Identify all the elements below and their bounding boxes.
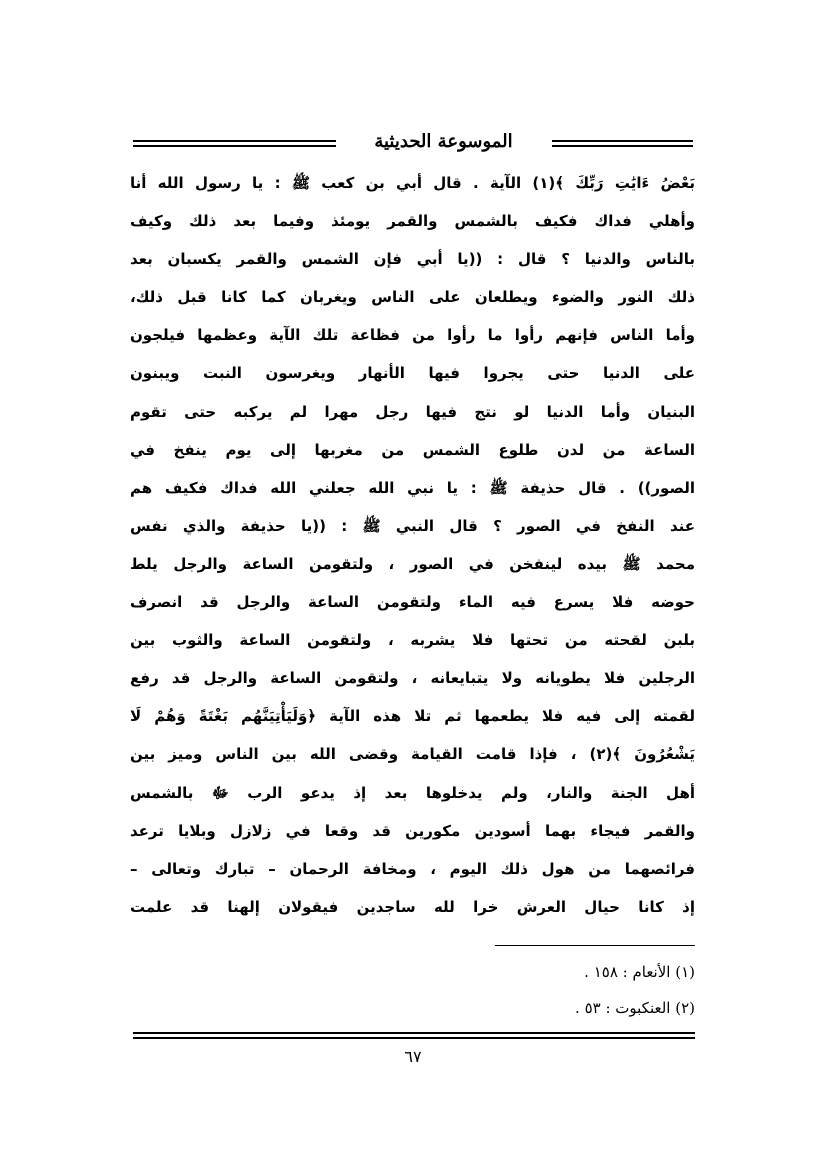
footnote: (٢) العنكبوت : ٥٣ . [575, 999, 695, 1017]
body-text [130, 164, 695, 926]
text-line: بالناس والدنيا ؟ قال : ((يا أبي فإن الشمس والقمر يكسبان بعد [130, 250, 695, 269]
header-rule [133, 140, 336, 142]
text-line: الساعة من لدن طلوع الشمس من مغربها إلى يوم ينفخ في [130, 440, 695, 459]
text-line: الرجلين فلا يطويانه ولا يتبايعانه ، ولتقومن الساعة والرجل قد رفع [130, 669, 695, 688]
text-line: على الدنيا حتى يجروا فيها الأنهار ويغرسون النبت ويبنون [130, 364, 695, 383]
page-number: ٦٧ [404, 1047, 422, 1066]
text-line: البنيان وأما الدنيا لو نتج فيها رجل مهرا لم يركبه حتى تقوم [130, 402, 695, 421]
text-line: فرائصهما من هول ذلك اليوم ، ومخافة الرحمان – تبارك وتعالى – [130, 859, 695, 878]
header-rule [552, 145, 693, 147]
footnote-separator [495, 945, 695, 946]
footer-rule [133, 1037, 695, 1039]
text-line: الصور)) . قال حذيفة ﷺ : يا نبي الله جعلني الله فداك فكيف هم [130, 478, 695, 497]
text-line: محمد ﷺ بيده لينفخن في الصور ، ولتقومن الساعة والرجل يلط [130, 554, 695, 573]
running-header [133, 124, 693, 164]
text-line: إذ كانا حيال العرش خرا لله ساجدين فيقولان إلهنا قد علمت [130, 897, 695, 916]
text-line: والقمر فيجاء بهما أسودين مكورين قد وقعا في زلازل وبلايا ترعد [130, 821, 695, 840]
text-line: حوضه فلا يسرع فيه الماء ولتقومن الساعة والرجل قد انصرف [130, 593, 695, 612]
header-title: الموسوعة الحديثية [374, 131, 513, 152]
text-line: يَشْعُرُونَ ﴾(٢) ، فإذا قامت القيامة وقضى الله بين الناس وميز بين [130, 745, 695, 764]
footnote: (١) الأنعام : ١٥٨ . [584, 963, 695, 981]
text-line: بَعْضُ ءَايَٰتِ رَبِّكَ ﴾(١) الآية . قال أبي بن كعب ﷺ : يا رسول الله أنا [130, 174, 695, 192]
text-line: ذلك النور والضوء ويطلعان على الناس ويغربان كما كانا قبل ذلك، [130, 288, 695, 307]
footer-rule [133, 1032, 695, 1034]
header-rule [133, 145, 336, 147]
text-line: وأما الناس فإنهم رأوا ما رأوا من فظاعة تلك الآية وعظمها فيلجون [130, 326, 695, 345]
text-line: بلبن لقحته من تحتها فلا يشربه ، ولتقومن الساعة والثوب بين [130, 631, 695, 650]
text-line: عند النفخ في الصور ؟ قال النبي ﷺ : ((يا حذيفة والذي نفس [130, 516, 695, 535]
header-rule [552, 140, 693, 142]
text-line: أهل الجنة والنار، ولم يدخلوها بعد إذ يدعو الرب ﷻ بالشمس [130, 783, 695, 802]
text-line: وأهلي فداك فكيف بالشمس والقمر يومئذ وفيما بعد ذلك وكيف [130, 212, 695, 231]
text-line: لقمته إلى فيه فلا يطعمها ثم تلا هذه الآية ﴿وَلَيَأْتِيَنَّهُم بَغْتَةً وَهُمْ لَا [130, 707, 695, 726]
